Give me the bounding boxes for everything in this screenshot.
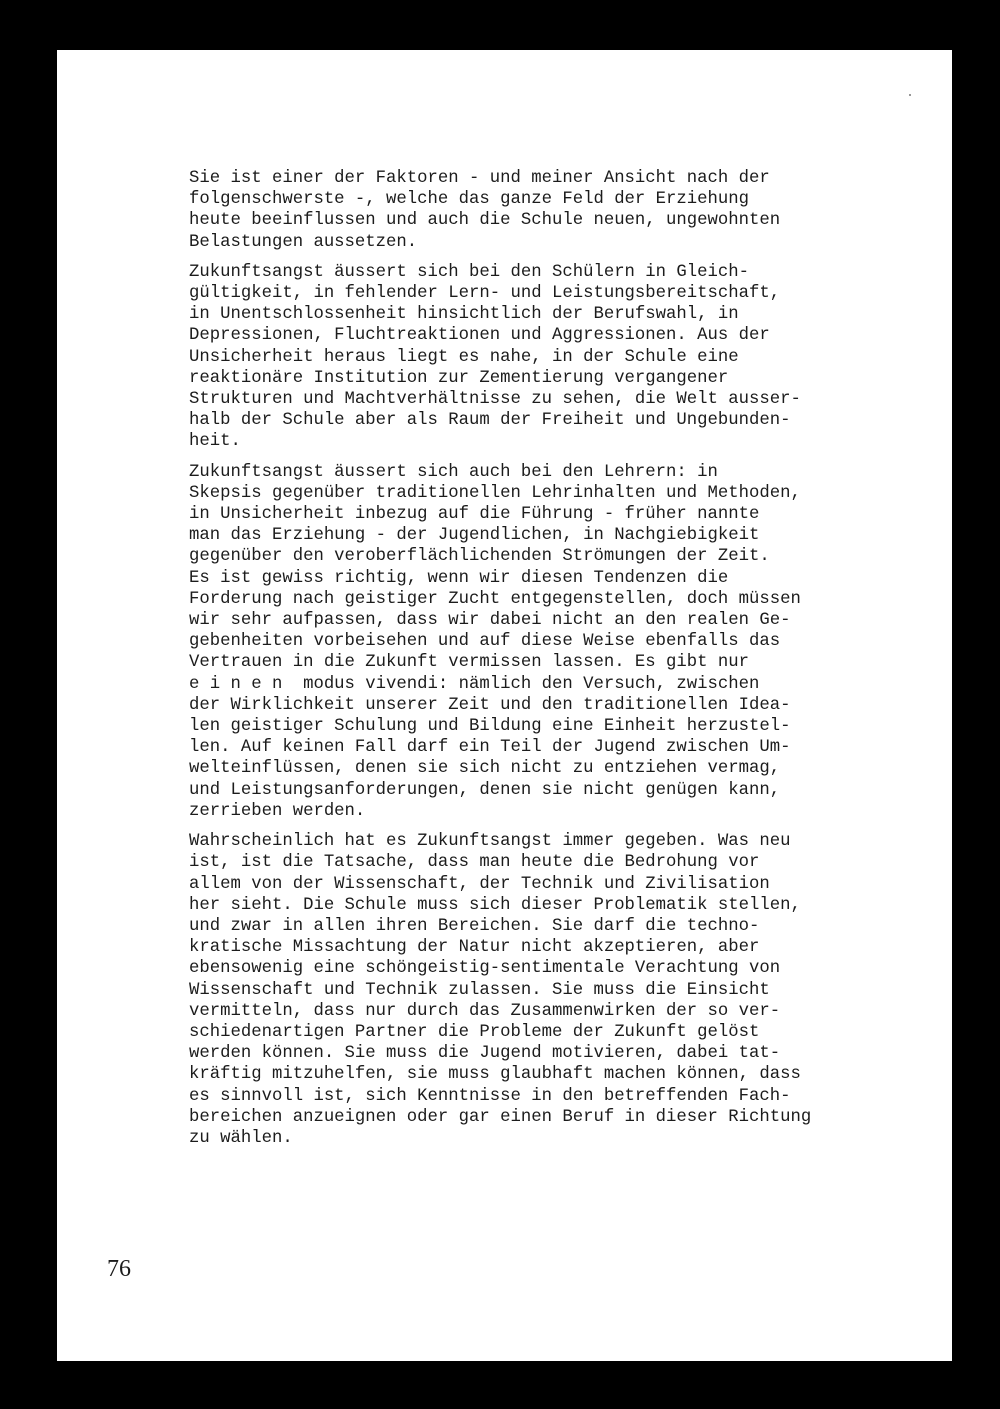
text-line: zerrieben werden. [189,801,366,821]
text-line: ist, ist die Tatsache, dass man heute die Bedrohung vor [189,853,760,873]
paragraph [189,831,949,1149]
text-line: Wahrscheinlich hat es Zukunftsangst immer gegeben. Was neu [189,832,791,852]
text-line: und zwar in allen ihren Bereichen. Sie darf die techno- [189,916,760,936]
text-line: kratische Missachtung der Natur nicht akzeptieren, aber [189,938,760,958]
text-line: gültigkeit, in fehlender Lern- und Leistungsbereitschaft, [189,284,781,304]
text-line: len geistiger Schulung und Bildung eine Einheit herzustel- [189,717,791,737]
text-line: e i n e n modus vivendi: nämlich den Versuch, zwischen [189,674,760,694]
text-line: der Wirklichkeit unserer Zeit und den traditionellen Idea- [189,695,791,715]
text-line: es sinnvoll ist, sich Kenntnisse in den betreffenden Fach- [189,1086,791,1106]
text-line: heute beeinflussen und auch die Schule neuen, ungewohnten [189,211,781,231]
page-number: 76 [107,1256,131,1282]
text-line: heit. [189,432,241,452]
text-line: reaktionäre Institution zur Zementierung vergangener [189,368,729,388]
text-line: Wissenschaft und Technik zulassen. Sie muss die Einsicht [189,980,770,1000]
text-line: Es ist gewiss richtig, wenn wir diesen Tendenzen die [189,568,729,588]
text-line: Belastungen aussetzen. [189,232,418,252]
text-line: bereichen anzueignen oder gar einen Beruf in dieser Richtung [189,1107,812,1127]
paragraph [189,168,949,253]
text-line: in Unsicherheit inbezug auf die Führung - früher nannte [189,505,760,525]
text-line: len. Auf keinen Fall darf ein Teil der Jugend zwischen Um- [189,738,791,758]
text-line: Strukturen und Machtverhältnisse zu sehen, die Welt ausser- [189,390,801,410]
text-line: her sieht. Die Schule muss sich dieser Problematik stellen, [189,895,801,915]
text-line: in Unentschlossenheit hinsichtlich der Berufswahl, in [189,305,739,325]
paragraph [189,462,949,822]
text-line: folgenschwerste -, welche das ganze Feld der Erziehung [189,190,750,210]
text-line: gebenheiten vorbeisehen und auf diese Weise ebenfalls das [189,632,781,652]
text-line: man das Erziehung - der Jugendlichen, in Nachgiebigkeit [189,526,760,546]
text-line: Depressionen, Fluchtreaktionen und Aggressionen. Aus der [189,326,770,346]
document-page [57,50,952,1361]
body-text [189,168,949,1158]
text-line: Sie ist einer der Faktoren - und meiner Ansicht nach der [189,169,770,188]
text-line: und Leistungsanforderungen, denen sie nicht genügen kann, [189,780,781,800]
text-line: allem von der Wissenschaft, der Technik und Zivilisation [189,874,770,894]
text-line: Unsicherheit heraus liegt es nahe, in der Schule eine [189,347,739,367]
text-line: Zukunftsangst äussert sich bei den Schülern in Gleich- [189,262,750,282]
text-line: gegenüber den veroberflächlichenden Strömungen der Zeit. [189,547,770,567]
text-line: welteinflüssen, denen sie sich nicht zu entziehen vermag, [189,759,781,779]
text-line: Zukunftsangst äussert sich auch bei den Lehrern: in [189,462,718,482]
text-line: werden können. Sie muss die Jugend motivieren, dabei tat- [189,1044,781,1064]
scan-speck [909,94,911,96]
text-line: vermitteln, dass nur durch das Zusammenwirken der so ver- [189,1001,781,1021]
text-line: kräftig mitzuhelfen, sie muss glaubhaft machen können, dass [189,1065,801,1085]
text-line: Forderung nach geistiger Zucht entgegenstellen, doch müssen [189,589,801,609]
text-line: wir sehr aufpassen, dass wir dabei nicht an den realen Ge- [189,611,791,631]
text-line: Skepsis gegenüber traditionellen Lehrinhalten und Methoden, [189,483,801,503]
text-line: halb der Schule aber als Raum der Freiheit und Ungebunden- [189,411,791,431]
text-line: zu wählen. [189,1128,293,1148]
text-line: Vertrauen in die Zukunft vermissen lassen. Es gibt nur [189,653,750,673]
paragraph [189,262,949,453]
text-line: schiedenartigen Partner die Probleme der Zukunft gelöst [189,1022,760,1042]
text-line: ebensowenig eine schöngeistig-sentimentale Verachtung von [189,959,781,979]
